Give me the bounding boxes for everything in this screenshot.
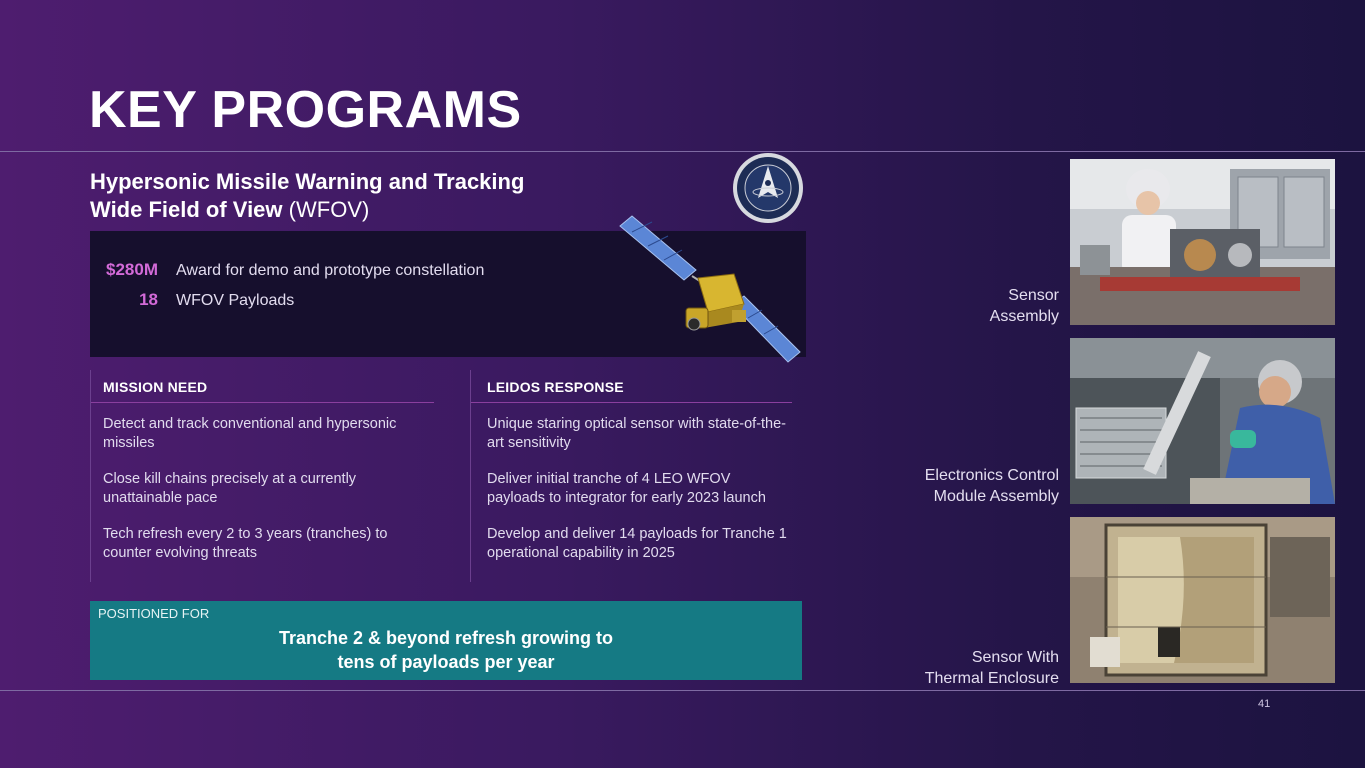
photo-caption	[925, 465, 1059, 507]
leidos-response-column	[470, 370, 792, 582]
subtitle-line-1: Hypersonic Missile Warning and Tracking	[90, 169, 525, 194]
award-text: Award for demo and prototype constellation	[176, 262, 485, 279]
photo-caption	[925, 647, 1059, 689]
caption-line: Sensor With	[971, 649, 1059, 666]
list-item: Detect and track conventional and hypersonic missiles	[103, 416, 397, 451]
caption-line: Sensor	[1008, 287, 1059, 304]
page-number: 41	[1258, 698, 1271, 710]
subtitle-line-2-normal: (WFOV)	[288, 197, 370, 222]
program-subtitle	[90, 168, 524, 224]
thermal-enclosure-photo	[1070, 517, 1335, 683]
caption-line: Assembly	[989, 308, 1059, 325]
subtitle-line-2-bold: Wide Field of View	[90, 197, 283, 222]
positioned-message-line-1: Tranche 2 & beyond refresh growing to	[278, 628, 614, 648]
positioned-for-label: POSITIONED FOR	[98, 606, 210, 621]
list-item: Develop and deliver 14 payloads for Tranche 1 operational capability in 2025	[487, 526, 787, 561]
leidos-response-heading: LEIDOS RESPONSE	[471, 370, 792, 403]
list-item: Deliver initial tranche of 4 LEO WFOV payloads to integrator for early 2023 launch	[487, 471, 766, 506]
satellite-illustration-icon	[612, 212, 804, 364]
leidos-response-list	[471, 403, 792, 563]
sensor-assembly-photo	[1070, 159, 1335, 325]
payloads-value: 18	[139, 290, 158, 309]
mission-need-heading: MISSION NEED	[91, 370, 434, 403]
subtitle-line-2	[90, 196, 524, 224]
photo-caption	[990, 285, 1059, 327]
top-divider	[0, 151, 1365, 152]
positioned-message-line-2: tens of payloads per year	[337, 652, 555, 672]
electronics-assembly-photo	[1070, 338, 1335, 504]
caption-line: Electronics Control	[924, 467, 1059, 484]
mission-need-column	[90, 370, 434, 582]
payloads-row	[90, 290, 294, 310]
list-item: Close kill chains precisely at a currently unattainable pace	[103, 471, 357, 506]
caption-line: Thermal Enclosure	[924, 670, 1059, 687]
caption-line: Module Assembly	[933, 488, 1059, 505]
bottom-divider	[0, 690, 1365, 691]
positioned-for-banner	[90, 601, 802, 680]
list-item: Unique staring optical sensor with state-of-the-art sensitivity	[487, 416, 787, 451]
slide-title: KEY PROGRAMS	[89, 81, 522, 139]
positioned-for-message	[90, 626, 802, 674]
award-row	[90, 260, 484, 280]
payloads-text: WFOV Payloads	[176, 292, 295, 309]
mission-need-list	[91, 403, 434, 563]
list-item: Tech refresh every 2 to 3 years (tranches) to counter evolving threats	[103, 526, 388, 561]
award-value: $280M	[106, 260, 158, 279]
